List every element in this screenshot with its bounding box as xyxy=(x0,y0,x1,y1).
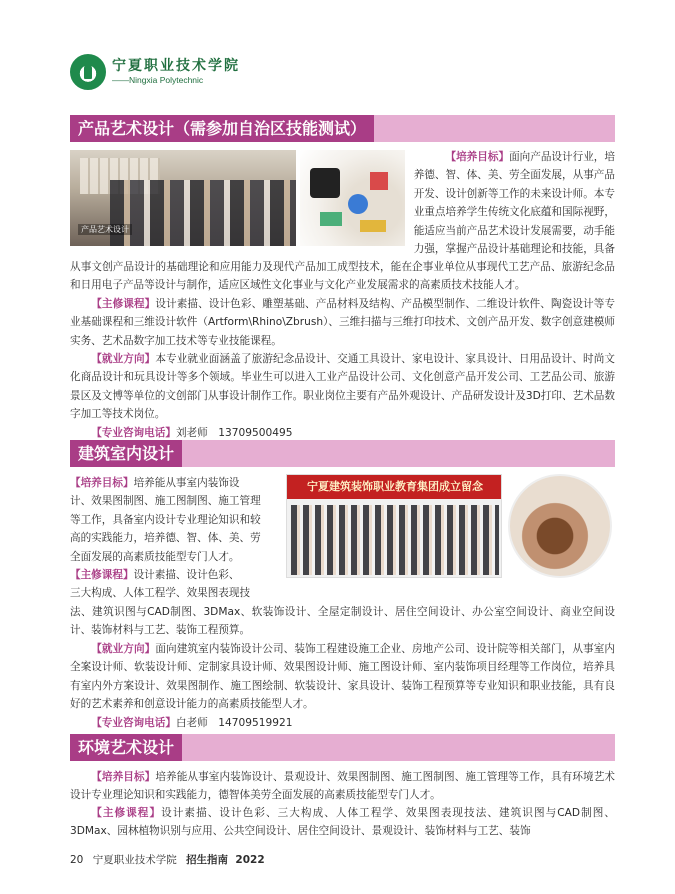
product-goal-block: 【培养目标】面向产品设计行业，培 养德、智、体、美、劳全面发展，从事产品 开发、设计创新等工作的未来设计师。本专 业重点培养学生传统文化底蕴和国际视野， 能适应当前产品艺术设计发展需要，动手能 力强，掌握产品设计基础理论和技能，具备 xyxy=(413,151,615,256)
product-course-block: 【主修课程】设计素描、设计色彩、雕塑基础、产品材料及结构、产品模型制作、二维设计软件、陶瓷设计等专业基础课程和三维设计软件（Artform\Rhino\Zbrush）、三维扫描与三维打印技术、文创产品开发、数字创意建模师实务、艺术品数字加工技术等专业技能课程。 xyxy=(70,298,616,347)
product-career-tag: 【就业方向】 xyxy=(91,353,156,365)
interior-contact-block xyxy=(70,714,615,732)
interior-career-tag: 【就业方向】 xyxy=(91,643,156,655)
product-contact-phone: 刘老师 13709500495 xyxy=(175,427,293,439)
page-footer xyxy=(70,852,265,867)
section-title-environment: 环境艺术设计 xyxy=(70,734,182,761)
product-goal-tag: 【培养目标】 xyxy=(445,151,510,163)
interior-contact-tag: 【专业咨询电话】 xyxy=(91,717,176,729)
section-header-interior xyxy=(70,440,615,467)
product-contact-tag: 【专业咨询电话】 xyxy=(91,427,176,439)
interior-goal-tag: 【培养目标】 xyxy=(70,477,134,489)
product-models-photo xyxy=(300,150,405,246)
environment-course-tag: 【主修课程】 xyxy=(91,807,162,819)
interior-course-tag: 【主修课程】 xyxy=(70,569,134,582)
page-number: 20 xyxy=(70,854,84,866)
logo-chinese-name: 宁夏职业技术学院 xyxy=(112,58,240,74)
footer-year: 2022 xyxy=(235,854,265,866)
group-photo-banner: 宁夏建筑装饰职业教育集团成立留念 xyxy=(287,475,502,499)
classroom-photo xyxy=(70,150,296,246)
school-logo xyxy=(70,52,250,92)
environment-goal-tag: 【培养目标】 xyxy=(91,771,156,783)
section-title-product: 产品艺术设计（需参加自治区技能测试） xyxy=(70,115,374,142)
section-header-environment xyxy=(70,734,615,761)
environment-goal-block: 【培养目标】培养能从事室内装饰设计、景观设计、效果图制图、施工图制图、施工管理等工作，具有环境艺术设计专业理论知识和实践能力，德智体美劳全面发展的高素质技能型专门人才。 xyxy=(70,771,616,802)
section-title-interior: 建筑室内设计 xyxy=(70,440,182,467)
school-emblem-icon xyxy=(70,54,106,90)
environment-course-block: 【主修课程】设计素描、设计色彩、三大构成、人体工程学、效果图表现技法、建筑识图与CAD制图、3DMax、园林植物识别与应用、公共空间设计、居住空间设计、景观设计、装饰材料与工艺、装饰 xyxy=(70,807,616,838)
section-header-product xyxy=(70,115,615,142)
product-career-block: 【就业方向】本专业就业面涵盖了旅游纪念品设计、交通工具设计、家电设计、家具设计、日用品设计、时尚文化商品设计和玩具设计等多个领域。毕业生可以进入工业产品设计公司、文化创意产品开发公司、工艺品公司、旅游景区及文博等单位的文创部门从事设计制作工作。职业岗位主要有产品外观设计、产品研发设计及3D打印、艺术品数字加工等技术岗位。 xyxy=(70,353,616,421)
footer-school-name: 宁夏职业技术学院 xyxy=(92,854,177,866)
interior-career-block: 【就业方向】面向建筑室内装饰设计公司、装饰工程建设施工企业、房地产公司、设计院等相关部门，从事室内全案设计师、软装设计师、定制家具设计师、效果图设计师、施工图设计师、室内装饰项目经理等工作岗位，培养具有室内外方案设计、效果图制作、施工图绘制、软装设计、家具设计、装饰工程预算等专业知识和职业技能，具有良好的艺术素养和创意设计能力的高素质技能型人才。 xyxy=(70,643,616,711)
interior-course-continued: 法、建筑识图与CAD制图、3DMax、软装饰设计、全屋定制设计、居住空间设计、办公室空间设计、商业空间设计、装饰材料与工艺、装饰工程预算。 xyxy=(70,606,615,637)
interior-room-photo xyxy=(508,474,612,578)
interior-contact-phone: 白老师 14709519921 xyxy=(175,717,293,729)
group-photo xyxy=(286,474,502,578)
footer-guide-title: 招生指南 xyxy=(186,854,229,866)
photo-caption: 产品艺术设计 xyxy=(78,224,132,235)
product-course-tag: 【主修课程】 xyxy=(91,298,156,310)
product-goal-continued: 从事文创产品设计的基础理论和应用能力及现代产品加工成型技术，能在企事业单位从事现代工艺产品、旅游纪念品和日用电子产品等设计与制作，适应区域性文化事业与文化产业发展需求的高素质技术技能人才。 xyxy=(70,261,615,292)
interior-goal-block: 【培养目标】培养能从事室内装饰设 计、效果图制图、施工图制图、施工管理 等工作，具备室内设计专业理论知识和较 高的实践能力，培养德、智、体、美、劳 全面发展的高素质技能型专门人才。 【主修课程】设计素描、设计色彩、 三大构成、人体工程学、效果图表现技 xyxy=(70,477,261,600)
logo-english-name: ——Ningxia Polytechnic xyxy=(112,75,204,85)
